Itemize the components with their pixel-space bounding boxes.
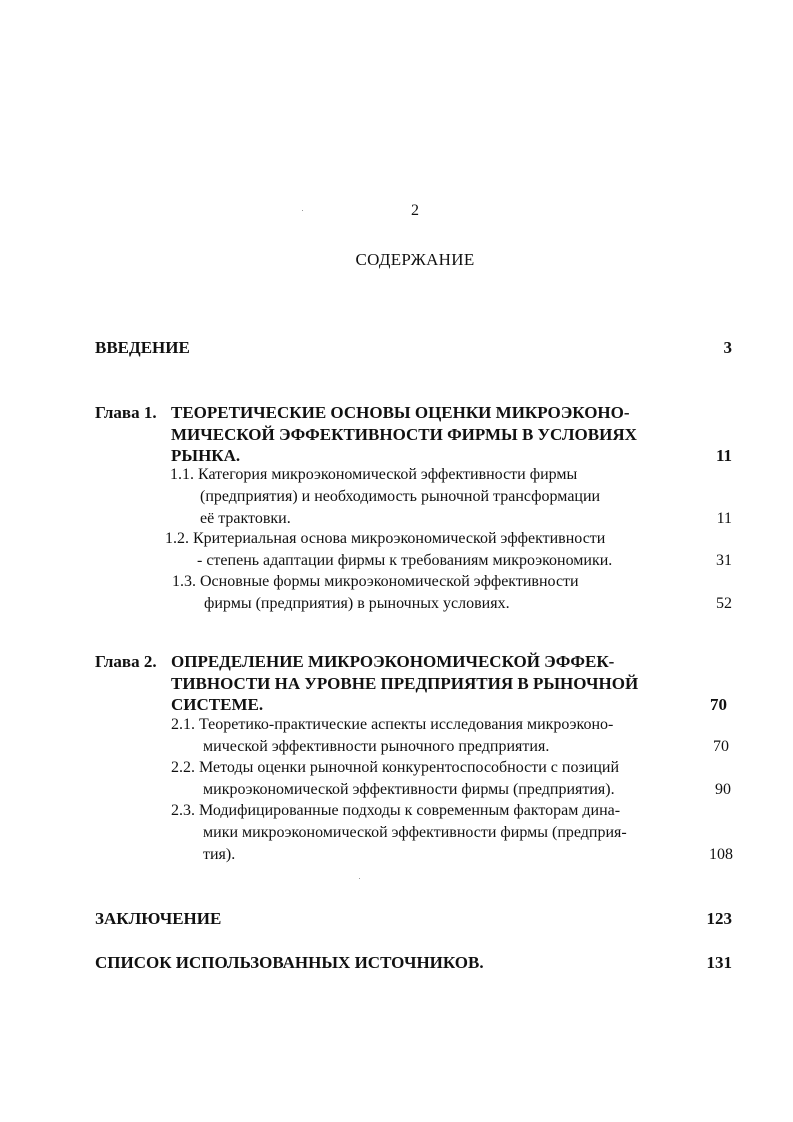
section-1-3-line: фирмы (предприятия) в рыночных условиях.	[204, 595, 510, 612]
toc-entry-sources: СПИСОК ИСПОЛЬЗОВАННЫХ ИСТОЧНИКОВ.	[95, 953, 484, 972]
scan-speck	[359, 878, 360, 879]
toc-page-conclusion: 123	[706, 909, 732, 928]
section-2-3-line: 2.3. Модифицированные подходы к современным факторам дина-	[171, 802, 621, 819]
chapter1-title-line: ТЕОРЕТИЧЕСКИЕ ОСНОВЫ ОЦЕНКИ МИКРОЭКОНО-	[171, 403, 630, 422]
section-1-1-line: (предприятия) и необходимость рыночной трансформации	[200, 488, 601, 505]
chapter1-title-line: РЫНКА.	[171, 446, 241, 465]
toc-page-introduction: 3	[723, 338, 732, 357]
section-2-2-line: микроэкономической эффективности фирмы (предприятия).	[203, 781, 615, 798]
section-2-1-line: мической эффективности рыночного предприятия.	[203, 738, 550, 755]
chapter2-page: 70	[710, 695, 727, 714]
section-2-1-page: 70	[713, 738, 729, 755]
section-2-1-line: 2.1. Теоретико-практические аспекты исследования микроэконо-	[171, 716, 614, 733]
toc-entry-conclusion: ЗАКЛЮЧЕНИЕ	[95, 909, 222, 928]
section-1-1-page: 11	[716, 510, 732, 527]
chapter2-title-line: СИСТЕМЕ.	[171, 695, 264, 714]
toc-title: СОДЕРЖАНИЕ	[355, 250, 475, 269]
section-2-3-line: тия).	[203, 846, 236, 863]
section-1-2-line: - степень адаптации фирмы к требованиям микроэкономики.	[197, 552, 613, 569]
chapter1-prefix: Глава 1.	[95, 403, 157, 422]
section-2-3-line: мики микроэкономической эффективности фирмы (предприя-	[203, 824, 627, 841]
section-1-1-line: её трактовки.	[200, 510, 291, 527]
chapter1-page: 11	[715, 446, 732, 465]
chapter2-title-line: ОПРЕДЕЛЕНИЕ МИКРОЭКОНОМИЧЕСКОЙ ЭФФЕК-	[171, 652, 615, 671]
section-1-1-line: 1.1. Категория микроэкономической эффективности фирмы	[170, 466, 578, 483]
section-1-3-page: 52	[716, 595, 732, 612]
toc-page-sources: 131	[706, 953, 732, 972]
section-1-3-line: 1.3. Основные формы микроэкономической эффективности	[172, 573, 579, 590]
chapter1-title-line: МИЧЕСКОЙ ЭФФЕКТИВНОСТИ ФИРМЫ В УСЛОВИЯХ	[171, 425, 637, 444]
section-2-2-line: 2.2. Методы оценки рыночной конкурентоспособности с позиций	[171, 759, 620, 776]
page-number: 2	[411, 202, 419, 219]
chapter2-prefix: Глава 2.	[95, 652, 157, 671]
section-2-2-page: 90	[715, 781, 731, 798]
section-1-2-page: 31	[716, 552, 732, 569]
chapter2-title-line: ТИВНОСТИ НА УРОВНЕ ПРЕДПРИЯТИЯ В РЫНОЧНОЙ	[171, 674, 639, 693]
section-2-3-page: 108	[709, 846, 733, 863]
section-1-2-line: 1.2. Критериальная основа микроэкономической эффективности	[165, 530, 606, 547]
toc-entry-introduction: ВВЕДЕНИЕ	[95, 338, 190, 357]
